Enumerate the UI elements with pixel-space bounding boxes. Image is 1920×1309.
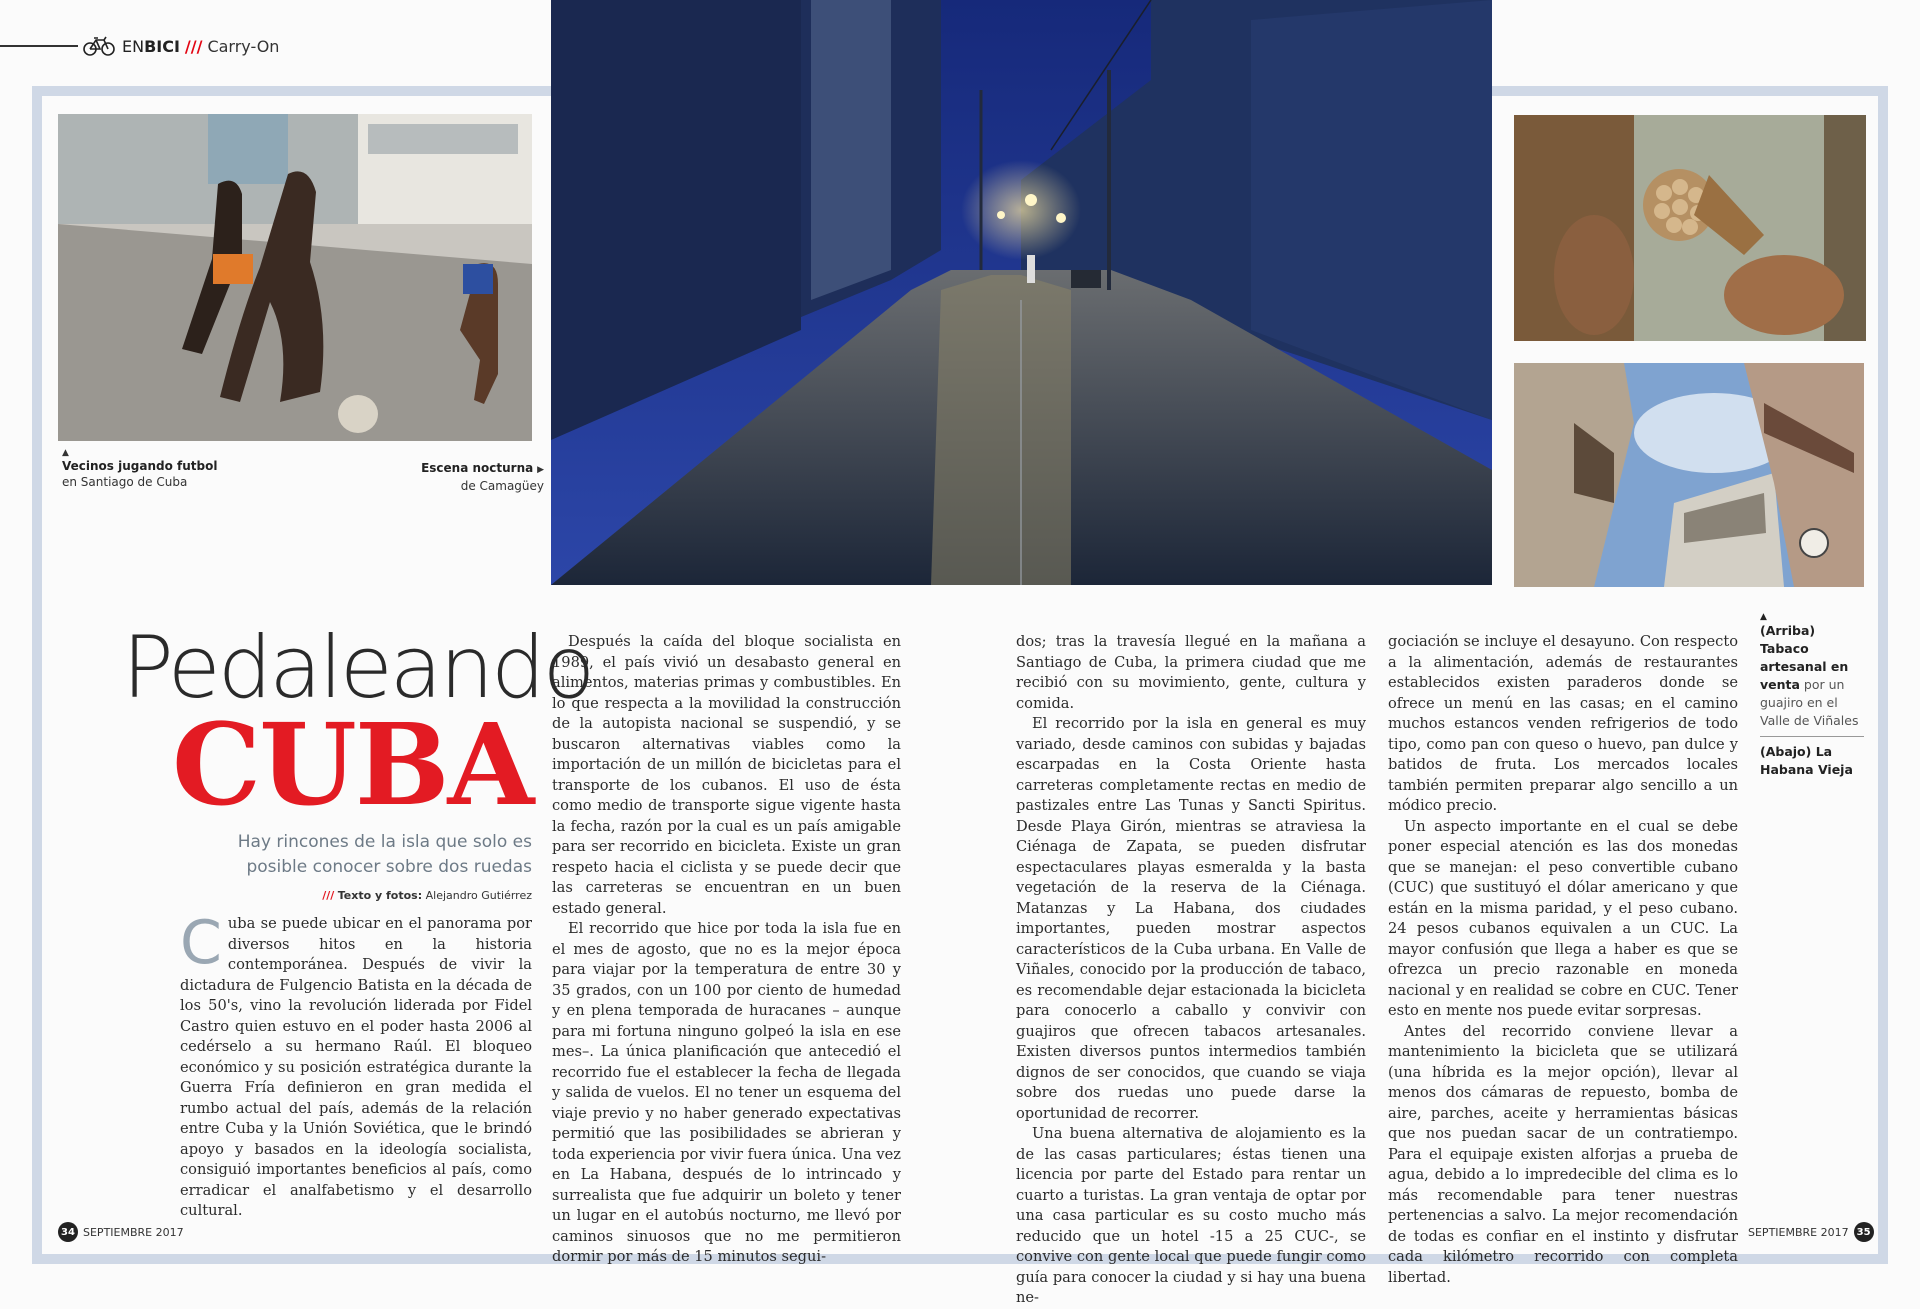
article-column-3 xyxy=(1016,632,1366,1309)
page-number-left: 34 xyxy=(58,1222,78,1242)
footer-date: SEPTIEMBRE 2017 xyxy=(1748,1225,1849,1239)
article-paragraph: gociación se incluye el desayuno. Con respecto a la alimentación, además de restaurantes establecidos existen paraderos donde se ofrece un menú en las casas; en el camino muchos estancos venden refrigerios de todo tipo, como pan con queso o huevo, pan dulce y batidos de fruta. Los mercados locales también permiten preparar algo sencillo a un módico precio. xyxy=(1388,633,1738,814)
dropcap: C xyxy=(180,908,222,978)
byline-label: Texto y fotos: xyxy=(337,889,423,902)
footer-right xyxy=(1748,1222,1874,1242)
footer-date: SEPTIEMBRE 2017 xyxy=(83,1225,184,1239)
football-caption xyxy=(62,448,217,490)
byline xyxy=(300,889,532,902)
article-paragraph: Una buena alternativa de alojamiento es la de las casas particulares; éstas tienen una licencia por parte del Estado para rentar un cuarto a turistas. La gran ventaja de optar por una casa particular es su costo mucho más reducido que un hotel -15 a 25 CUC-, se convive con gente local que puede fungir como guía para conocer la ciudad y si hay una buena ne- xyxy=(1016,1125,1366,1306)
article-paragraph: Antes del recorrido conviene llevar a mantenimiento la bicicleta que se utilizará (una híbrida es la mejor opción), llevar al menos dos cámaras de repuesto, bomba de aire, parches, aceite y herramientas básicas que nos puedan sacar de un contratiempo. Para el equipaje existen alforjas a prueba de agua, debido a lo impredecible del clima es lo más recomendable para tener nuestras pertenencias a salvo. La mejor recomendación de todas es confiar en el instinto y disfrutar cada kilómetro recorrido con completa libertad. xyxy=(1388,1022,1738,1286)
article-column-2 xyxy=(552,632,901,1268)
night-caption xyxy=(400,460,544,494)
bicycle-icon xyxy=(82,35,116,57)
section-name: ENBICI xyxy=(122,36,180,56)
header-separator: /// xyxy=(184,36,203,56)
page-number-right: 35 xyxy=(1854,1222,1874,1242)
caption-place: de Camagüey xyxy=(460,479,544,493)
footer-left xyxy=(58,1222,184,1242)
football-photo xyxy=(58,114,532,441)
article-title-line1: Pedaleando xyxy=(122,618,593,718)
article-paragraph: dos; tras la travesía llegué en la mañana a Santiago de Cuba, la primera ciudad que me recibió con su movimiento, gente, cultura y comida. xyxy=(1016,633,1366,712)
caption-title: Escena nocturna xyxy=(421,461,534,475)
byline-author: Alejandro Gutiérrez xyxy=(425,889,532,902)
havana-caption-title: (Abajo) La Habana Vieja xyxy=(1760,744,1853,777)
havana-photo xyxy=(1514,363,1864,587)
side-caption xyxy=(1760,612,1864,779)
header-rule xyxy=(0,45,78,47)
article-subtitle: Hay rincones de la isla que solo es posible conocer sobre dos ruedas xyxy=(237,832,532,877)
caption-arrow-up-icon: ▲ xyxy=(62,448,69,458)
night-street-photo xyxy=(551,0,1492,585)
byline-marker: /// xyxy=(322,889,335,902)
article-title-line2: CUBA xyxy=(172,700,533,831)
cigar-caption-title: (Arriba) Tabaco artesanal en venta xyxy=(1760,623,1849,692)
caption-place: en Santiago de Cuba xyxy=(62,475,188,489)
article-paragraph: Después la caída del bloque socialista en 1989, el país vivió un desabasto general en alimentos, materias primas y combustibles. En lo que respecta a la movilidad la construcción de la autopista nacional se suspendió, y se buscaron alternativas viables como la importación de un millón de bicicletas para el transporte de los cubanos. El uso de ésta como medio de transporte sigue vigente hasta la fecha, razón por la cual es un país amigable para ser recorrido en bicicleta. Existe un gran respeto hacia el ciclista y se puede decir que las carreteras se encuentran en un buen estado general. xyxy=(552,633,901,917)
caption-title: Vecinos jugando futbol xyxy=(62,459,218,473)
article-column-4 xyxy=(1388,632,1738,1288)
caption-arrow-up-icon: ▲ xyxy=(1760,612,1767,622)
article-column-1 xyxy=(180,908,532,1222)
article-paragraph: Cuba se puede ubicar en el panorama por diversos hitos en la historia contemporánea. Después de vivir la dictadura de Fulgencio Batista en la década de los 50's, vino la revolución liderada por Fidel Castro quien estuvo en el poder hasta 2006 al cedérselo a su hermano Raúl. El bloqueo económico y su posición estratégica durante la Guerra Fría definieron en gran medida el rumbo actual del país, además de la relación entre Cuba y la Unión Soviética, que le brindó apoyo y basados en la ideología socialista, consiguió importantes beneficios al país, como erradicar el analfabetismo y el desarrollo cultural. xyxy=(180,908,532,1219)
caption-arrow-right-icon: ▶ xyxy=(537,465,544,475)
cigar-photo xyxy=(1514,115,1866,341)
subsection-name: Carry-On xyxy=(207,36,280,56)
cigar-caption-text: por un guajiro en el Valle de Viñales xyxy=(1760,677,1859,728)
article-paragraph: El recorrido que hice por toda la isla fue en el mes de agosto, que no es la mejor época para viajar por la temperatura de entre 30 y 35 grados, con un 100 por ciento de humedad y en plena temporada de huracanes – aunque para mi fortuna ninguno golpeó la isla en ese mes–. La única planificación que antecedió el recorrido fue el establecer la fecha de llegada y salida de vuelos. El no tener un esquema del viaje previo y no haber generado expectativas permitió que las posibilidades se abrieran y toda experiencia por vivir fuera única. Una vez en La Habana, después de lo intrincado y surrealista que fue adquirir un boleto y tener un lugar en el autobús nocturno, me llevó por caminos sinuosos que no me permitieron dormir por más de 15 minutos segui- xyxy=(552,920,901,1265)
caption-divider xyxy=(1760,736,1864,737)
article-paragraph: El recorrido por la isla en general es muy variado, desde caminos con subidas y bajadas escarpadas en la Costa Oriente hasta carreteras completamente rectas en medio de pastizales entre Las Tunas y Sancti Spiritus. Desde Playa Girón, mientras se atraviesa la Ciénaga de Zapata, se pueden disfrutar espectaculares playas esmeralda y la basta vegetación de la reserva de la Ciénaga. Matanzas y La Habana, dos ciudades importantes, pueden mostrar aspectos característicos de la Cuba urbana. En Valle de Viñales, conocido por la producción de tabaco, es recomendable dejar estacionada la bicicleta para conocerlo a caballo y convivir con guajiros que ofrecen tabacos artesanales. Existen diversos puntos intermedios también dignos de ser conocidos, que cuando se viaja sobre dos ruedas uno puede darse la oportunidad de recorrer. xyxy=(1016,715,1366,1122)
article-paragraph: Un aspecto importante en el cual se debe poner especial atención es las dos monedas que se manejan: el peso convertible cubano (CUC) que sustituyó el dólar americano y que están en la misma paridad, y el peso cubano. 24 pesos cubanos equivalen a un CUC. La mayor confusión que llega a haber es que se ofrezca un precio razonable en moneda nacional y en realidad se cobre en CUC. Tener esto en mente nos puede evitar sorpresas. xyxy=(1388,817,1738,1019)
section-header xyxy=(0,26,279,66)
